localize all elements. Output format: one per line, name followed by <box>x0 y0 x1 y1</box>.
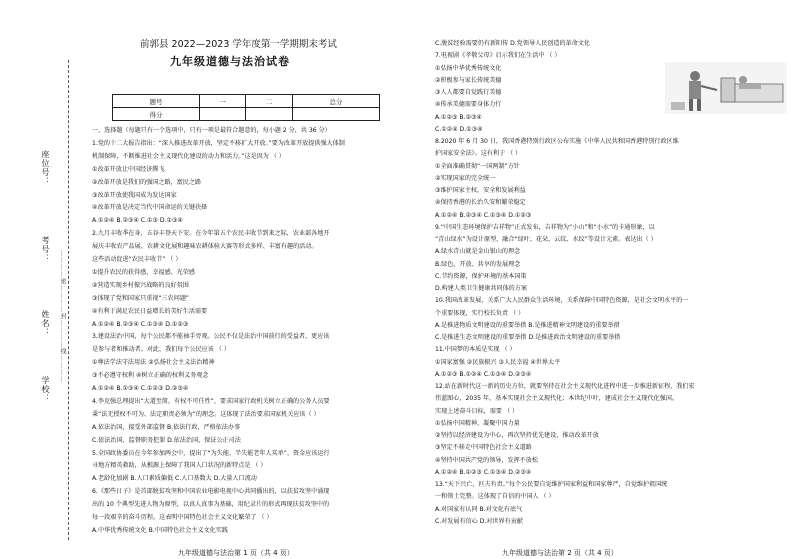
score-table-cell: 得分 <box>113 108 200 121</box>
question-line: ①提升农民的获得感、幸福感、光荣感 <box>92 268 195 276</box>
question-line: ④有利于满足农民日益增长的美好生活需要 <box>92 307 208 315</box>
seat-number-label: 座位号： <box>41 150 50 186</box>
question-line: ④保持香港的长治久安和繁荣稳定 <box>435 199 526 207</box>
question-line: 4.李克强总理提出“大道至简，有权不可任性”，要求国家行政机关树立正确的公务人员要 <box>92 397 330 405</box>
question-line: B.绿色、开放、共享的发展理念 <box>435 260 521 268</box>
question-line: 10.我国改革发展，关系广大人民群众生活环境，关系保障中国特色资源，是社会文明水平的一 <box>435 297 689 305</box>
question-line: 这些活动促进“农民丰收节” （ ） <box>92 256 182 263</box>
question-line: 2.九月丰收季在身，五谷丰登天下安。在今年第五个农民丰收节到来之际，农业部各地开 <box>92 230 330 238</box>
question-line: A.老龄化加剧 B.人口素质偏低 C.人口基数大 D.大量人口流动 <box>92 475 257 483</box>
question-line: ②积极参与家长传统美德 <box>435 76 502 84</box>
question-line: C.脱贫经验需要仍有新阳传 D.党领导人民创造的革命文化 <box>435 40 590 47</box>
question-line: ③维护国家主权，安全和发展利益 <box>435 187 526 194</box>
score-table-cell: 题号 <box>113 95 200 108</box>
question-line: C.对发展有信心 D.对世界有贡献 <box>435 517 523 525</box>
question-line: C.是推进生态文明建设的重要举措 D.是推进政治文明建设的重要举措 <box>435 334 621 341</box>
exam-title: 前郭县 2022—2023 学年度第一学期期末考试 <box>140 39 337 50</box>
score-table-cell: 一 <box>199 95 246 108</box>
question-line: A.①②④ B.②③④ C.①③ D.①③④ <box>92 217 183 225</box>
question-line: A.①②③ B.②③④ <box>435 113 482 121</box>
question-line: 出的 10 个典型先进人物为原型，以真人真事为基础，用纪录片的形式再现扶贫攻坚中的 <box>92 501 330 509</box>
question-line: 护国家安全法》。这有利于 （ ） <box>435 150 522 158</box>
seal-line-text: …………密…………封…………线………… <box>59 250 66 383</box>
question-line: 6.《那些日子》是首部脱贫攻坚和中国农业电影电视中心共同播出的，以扶贫攻坚中涌现 <box>92 488 330 496</box>
question-line: ②实现国家的完全统一 <box>435 174 496 182</box>
question-line: A.中华优秀传统文化 B.中国特色社会主义文化实践 <box>92 526 228 534</box>
question-line: ②改革开放是我们的强国之路，富民之路 <box>92 178 202 186</box>
question-line: 3.建设法治中国，每个公民都不能袖手旁观。公民不仅是法治中国前行的受益者，更应该 <box>92 333 330 341</box>
score-table-cell <box>199 108 246 121</box>
score-table-cell: 总分 <box>293 95 380 108</box>
question-line: A.是推进物质文明建设的重要举措 B.是推进精神文明建设的重要举措 <box>435 321 620 329</box>
question-line: ③改革开放使我国成为发达国家 <box>92 191 177 199</box>
question-line: ①国家富强 ②民族振兴 ③人民幸福 ④世界太平 <box>435 358 561 366</box>
score-table <box>112 94 380 121</box>
family-care-image <box>665 62 787 114</box>
question-line: D.构建人类卫生健康共同体的方案 <box>435 285 527 292</box>
question-line: A.①②③ B.①②④ C.①③④ D.②③④ <box>435 370 532 378</box>
question-line: A.①②④ B.②③④ C.①③④ D.①②③ <box>435 211 532 219</box>
question-line: 7.电视剧《孝敬父母》启示我们在生活中 （ ） <box>435 52 561 60</box>
question-line: ③体现了党和国家只重视“三农问题” <box>92 294 190 302</box>
question-line: A.对国家有认同 B.对文化有底气 <box>435 505 523 513</box>
question-line: 一、选择题（每题只有一个选项中，只有一项是最符合题意的，每小题 2 分，共 36 分） <box>92 127 331 134</box>
question-line: 一和领土完整。这体现了自信的中国人 （ ） <box>435 493 555 501</box>
question-line: 伟蓝图心，2035 年，基本实现社会主义现代化；本世纪中叶，建成社会主义现代化强国。 <box>435 395 678 403</box>
footer-page-2: 九年级道德与法治第 2 页（共 4 页） <box>502 549 618 557</box>
question-line: “青山绿水”为设计原型，融合“绿叶、花朵、云纹、水纹”等设计元素。表达出（ ） <box>435 236 657 243</box>
binding-margin <box>0 0 80 559</box>
question-line: 实现上述奋斗目标，需要 （ ） <box>435 407 519 415</box>
question-line: 每一段艰辛的奋斗历程。这表明中国特色社会主义文化繁荣了 （ ） <box>92 514 273 521</box>
exam-number-label: 考号： <box>41 236 50 263</box>
question-line: ①弘扬中国精神，凝聚中国力量 <box>435 419 520 427</box>
page-right <box>397 0 794 559</box>
question-line: 1.党的十二大报告指出：“深入推进改革开放，坚定不移扩大开放。”要为改革开放提供强大体制 <box>92 139 345 147</box>
question-line: 个重要体现，实行校长负责 （ ） <box>435 309 525 317</box>
question-line: ②营造实现乡村振兴战略的良好氛围 <box>92 281 189 289</box>
school-label: 学校： <box>41 376 50 403</box>
question-line: ②坚持以经济建设为中心，再次坚持优先建设，推动改革开放 <box>435 432 599 439</box>
question-line: 是参与者和推动者。对此，我们每个公民应该 （ ） <box>92 346 230 354</box>
family-illustration <box>665 62 787 114</box>
question-line: A.①②④ B.①②③ C.①③④ D.②③④ <box>435 468 532 476</box>
score-table-cell <box>293 108 380 121</box>
score-table-cell <box>246 108 293 121</box>
question-line: 机制保障，不断推进社会主义现代化建设的动力和活力。”这是因为 （ ） <box>92 152 285 160</box>
seal-line <box>68 60 69 540</box>
question-line: ①全面准确贯彻“一国两制”方针 <box>435 162 520 170</box>
question-line: 13.“天下兴亡，匹夫有责。”每个公民要自觉维护国家利益和国家尊严，自觉维护祖国统 <box>435 481 668 488</box>
question-line: ①改革开放让中国经济腾飞 <box>92 165 165 173</box>
question-line: A.绿水青山就是金山银山的理念 <box>435 248 521 256</box>
question-line: C.节约资源，保护环境的基本国策 <box>435 272 527 280</box>
question-line: A.依法治国，接受外部监督 B.依法行政，严格依法办事 <box>92 423 241 431</box>
question-line: ①弘扬中华优秀传统文化 <box>435 64 502 72</box>
question-line: 8.2020 年 6 月 30 日，我国香港特别行政区公布实施《中华人民共和国香港特别行政区维 <box>435 138 679 145</box>
question-line: 展庆丰收农产品展、农耕文化展和趣味农耕体验大赛等形式多样、丰富有趣的活动。 <box>92 243 318 251</box>
question-line: 9.“中国生态环境保护吉祥物”正式发布，吉祥物为“小山”和“小水”的卡通形象，以 <box>435 223 655 231</box>
question-line: 11.中国梦的本质是实现 （ ） <box>435 346 516 354</box>
question-line: 5.全国政协委员在今年参加两会中，提出了“为失能、半失能老年人买单”，资金应该运行 <box>92 449 330 457</box>
question-line: C.依法治国，监督职务犯罪 D.依法治国，保证公正司法 <box>92 436 241 444</box>
question-line: 12.站在新时代这一新的历史方位，就要坚持在社会主义现代化进程中进一步推进新征程，我们宏 <box>435 383 695 390</box>
question-line: A.①②④ B.①③④ C.①②③ D.②③④ <box>92 385 189 392</box>
question-line: ①尊法学法守法用法 ②弘扬社会主义法治精神 <box>92 359 215 367</box>
question-line: C.①②④ D.①③④ <box>435 125 483 133</box>
footer-page-1: 九年级道德与法治第 1 页（共 4 页） <box>178 549 294 557</box>
question-line: ③人人都要自觉践行美德 <box>435 89 502 96</box>
question-line: A.①②④ B.②③④ C.①③④ D.①②③ <box>92 320 189 328</box>
score-table-cell: 二 <box>246 95 293 108</box>
name-label: 姓名： <box>41 310 50 337</box>
question-line: ④坚持中国共产党的领导，发挥不放松 <box>435 456 538 464</box>
question-line: ④传承美德需要身体力行 <box>435 101 502 109</box>
question-line: ③不必遵守权利 ④树立正确的权利义务观念 <box>92 372 209 380</box>
exam-subtitle: 九年级道德与法治试卷 <box>170 55 290 68</box>
question-line: ③坚定不移走中国特色社会主义道路 <box>435 444 532 452</box>
question-line: 寻地方精英救助，从根源上保障了我国人口状况的新特点是 （ ） <box>92 462 267 470</box>
question-line: ④改革开放是决定当代中国命运的关键抉择 <box>92 204 208 212</box>
question-line: 秉“法无授权不可为、法定职责必须为”的理念。这体现了法治要求国家机关应该（ ） <box>92 410 320 418</box>
